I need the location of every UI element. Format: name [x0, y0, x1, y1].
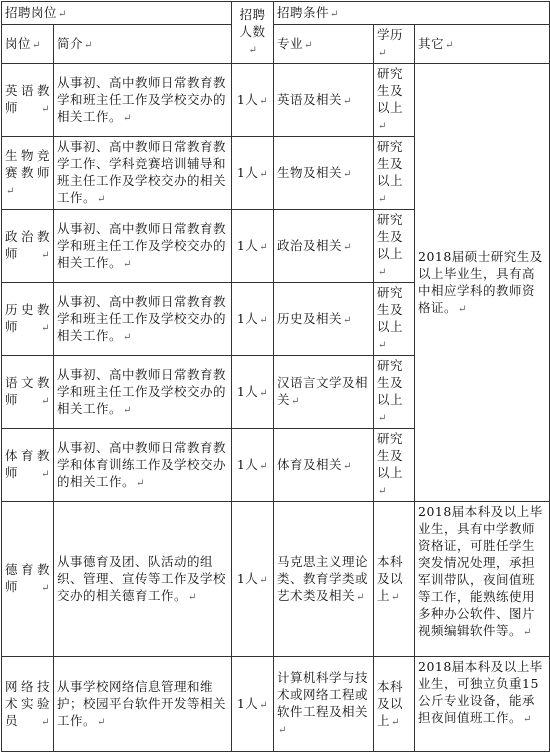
major-cell: 体育及相关↵	[274, 429, 374, 502]
intro-cell: 从事德育及团、队活动的组织、管理、宣传等工作及学校交办的相关德育工作。↵	[54, 502, 232, 657]
education-cell: 研究生及以上↵	[374, 356, 415, 429]
count-cell: 1人↵	[232, 64, 274, 137]
header-other: 其它↵	[415, 25, 550, 64]
count-cell: 1人↵	[232, 210, 274, 283]
major-cell: 马克思主义理论类、教育学类或艺术类及相关↵	[274, 502, 374, 657]
other-cell: 2018届本科及以上毕业生，可独立负重15公斤专业设备，能承担夜间值班工作。↵	[415, 657, 550, 752]
table-row	[2, 64, 550, 137]
intro-cell: 从事初、高中教师日常教育教学和班主任工作及学校交办的相关工作。↵	[54, 64, 232, 137]
major-cell: 英语及相关↵	[274, 64, 374, 137]
education-cell: 研究生及以上↵	[374, 137, 415, 210]
count-cell: 1人↵	[232, 502, 274, 657]
other-cell: 2018届本科及以上毕业生，具有中学教师资格证，可胜任学生突发情况处理，承担军训带队，夜间值班等工作，能熟练使用多种办公软件、图片视频编辑软件等。↵	[415, 502, 550, 657]
position-cell: 政治教师↵	[2, 210, 54, 283]
shared-other-cell: 2018届硕士研究生及以上毕业生，具有高中相应学科的教师资格证。↵	[415, 64, 550, 502]
intro-cell: 从事学校网络信息管理和维护；校园平台软件开发等相关工作。↵	[54, 657, 232, 752]
intro-cell: 从事初、高中教师日常教育教学和体育训练工作及学校交办的相关工作。↵	[54, 429, 232, 502]
recruitment-table	[1, 1, 550, 752]
major-cell: 汉语言文学及相关↵	[274, 356, 374, 429]
intro-cell: 从事初、高中教师日常教育教学和班主任工作及学校交办的相关工作。↵	[54, 356, 232, 429]
count-cell: 1人↵	[232, 283, 274, 356]
major-cell: 政治及相关↵	[274, 210, 374, 283]
intro-cell: 从事初、高中教师日常教育教学工作、学科竞赛培训辅导和班主任工作及学校交办的相关工作。↵	[54, 137, 232, 210]
count-cell: 1人↵	[232, 356, 274, 429]
count-cell: 1人↵	[232, 429, 274, 502]
major-cell: 生物及相关↵	[274, 137, 374, 210]
intro-cell: 从事初、高中教师日常教育教学和班主任工作及学校交办的相关工作。↵	[54, 210, 232, 283]
education-cell: 研究生及以上↵	[374, 429, 415, 502]
header-position: 岗位↵	[2, 25, 54, 64]
position-cell: 历史教师↵	[2, 283, 54, 356]
position-cell: 德育教师↵	[2, 502, 54, 657]
major-cell: 历史及相关↵	[274, 283, 374, 356]
intro-cell: 从事初、高中教师日常教育教学和班主任工作及学校交办的相关工作。↵	[54, 283, 232, 356]
count-cell: 1人↵	[232, 137, 274, 210]
header-position-group: 招聘岗位↵	[2, 2, 232, 25]
header-intro: 简介↵	[54, 25, 232, 64]
position-cell: 体育教师↵	[2, 429, 54, 502]
header-conditions-group: 招聘条件↵	[274, 2, 550, 25]
table-row	[2, 657, 550, 752]
position-cell: 语文教师↵	[2, 356, 54, 429]
position-cell: 网络技术实验员↵	[2, 657, 54, 752]
position-cell: 生物竞赛教师↵	[2, 137, 54, 210]
education-cell: 研究生及以上↵	[374, 210, 415, 283]
header-row-1	[2, 2, 550, 25]
table-row	[2, 502, 550, 657]
header-row-2	[2, 25, 550, 64]
header-count: 招聘人数↵	[232, 2, 274, 64]
major-cell: 计算机科学与技术或网络工程或软件工程及相关↵	[274, 657, 374, 752]
header-education: 学历↵	[374, 25, 415, 64]
count-cell: 1人↵	[232, 657, 274, 752]
education-cell: 本科及以上↵	[374, 657, 415, 752]
position-cell: 英语教师↵	[2, 64, 54, 137]
education-cell: 研究生及以上↵	[374, 283, 415, 356]
education-cell: 本科及以上↵	[374, 502, 415, 657]
header-major: 专业↵	[274, 25, 374, 64]
education-cell: 研究生及以上↵	[374, 64, 415, 137]
